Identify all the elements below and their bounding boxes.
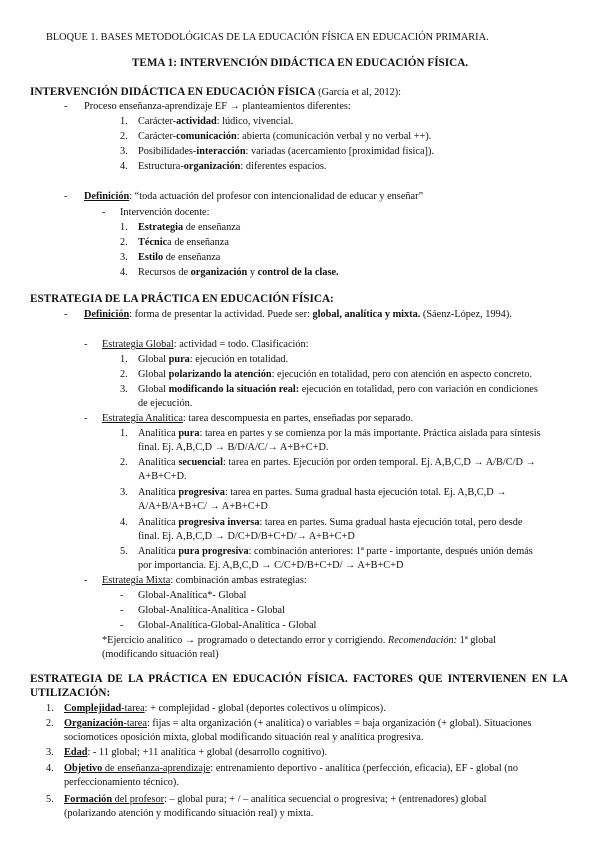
definition-2: Definición: forma de presentar la actividad. Puede ser: global, analítica y mixta. (Sáenz-López, 1994). [84, 309, 512, 320]
analytic-strategy: Estrategia Analítica: tarea descompuesta en partes, enseñadas por separado. [102, 413, 414, 424]
mixed-note-continuation: (modificando situación real) [102, 649, 219, 660]
dash-bullet: - [120, 605, 124, 616]
section-3-heading: ESTRATEGIA DE LA PRÁCTICA EN EDUCACIÓN FÍSICA. FACTORES QUE INTERVIENEN EN LA [30, 673, 568, 685]
list-item-continuation: de ejecución. [138, 398, 193, 409]
list-item: 2. Carácter-comunicación: abierta (comunicación verbal y no verbal ++). [120, 131, 432, 142]
list-item: 4. Analítica progresiva inversa: tarea en partes. Suma gradual hasta ejecución total, pero desde [120, 517, 523, 528]
list-item: 3. Analítica progresiva: tarea en partes. Suma gradual hasta ejecución total. Ej. A,B,C,D → [120, 487, 507, 498]
process-bullet: Proceso enseñanza-aprendizaje EF → planteamientos diferentes: [84, 101, 351, 112]
list-item: 5. Analítica pura progresiva: combinación anteriores: 1ª parte - importante, después unión demás [120, 546, 533, 557]
list-item: Global-Analítica-Global-Analítica - Global [138, 620, 317, 631]
list-item-continuation: final. Ej. A,B,C,D → D/C+D/B+C+D/→ A+B+C+D [138, 531, 355, 542]
list-item-continuation: A/A+B/A+B+C/ → A+B+C+D [138, 501, 268, 512]
section-1-heading: INTERVENCIÓN DIDÁCTICA EN EDUCACIÓN FÍSICA (García et al, 2012): [30, 86, 402, 98]
list-item: 3. Estilo de enseñanza [120, 252, 221, 263]
list-item-continuation: final. Ej. A,B,C,D → B/D/A/C/→ A+B+C+D. [138, 442, 329, 453]
list-item-continuation: A+B+C+D. [138, 471, 187, 482]
dash-bullet: - [84, 413, 88, 424]
list-item: 2. Técnica de enseñanza [120, 237, 229, 248]
list-item: 5. Formación del profesor: – global pura; + / – analítica secuencial o progresiva; + (entrenadores) global [46, 794, 487, 805]
list-item-continuation: perfeccionamiento técnico). [64, 777, 179, 788]
list-item: 3. Global modificando la situación real: ejecución en totalidad, pero con variación en condiciones [120, 384, 538, 395]
definition-1: Definición: “toda actuación del profesor con intencionalidad de educar y enseñar” [84, 191, 424, 202]
list-item: 2. Organización-tarea: fijas = alta organización (+ analítica) o variables = baja organización (+ global). Situaciones [46, 718, 532, 729]
list-item: 1. Estrategia de enseñanza [120, 222, 241, 233]
dash-bullet: - [64, 309, 68, 320]
document-header: BLOQUE 1. BASES METODOLÓGICAS DE LA EDUCACIÓN FÍSICA EN EDUCACIÓN PRIMARIA. [46, 32, 489, 43]
list-item: 3. Posibilidades-interacción: variadas (acercamiento [proximidad física]). [120, 146, 434, 157]
topic-title: TEMA 1: INTERVENCIÓN DIDÁCTICA EN EDUCACIÓN FÍSICA. [131, 57, 469, 69]
list-item-continuation: sociomotices oposición mixta, global modificando situación real y analítica progresiva. [64, 732, 424, 743]
list-item: 1. Analítica pura: tarea en partes y se comienza por la más importante. Práctica aislada para síntesis [120, 428, 541, 439]
list-item: Global-Analítica*- Global [138, 590, 247, 601]
list-item: 4. Recursos de organización y control de la clase. [120, 267, 339, 278]
list-item: 1. Global pura: ejecución en totalidad. [120, 354, 289, 365]
mixed-strategy: Estrategia Mixta: combinación ambas estrategias: [102, 575, 307, 586]
list-item: 4. Objetivo de enseñanza-aprendizaje: entrenamiento deportivo - analítica (perfección, eficacia), EF - global (no [46, 763, 519, 774]
section-3-heading-cont: UTILIZACIÓN: [30, 687, 111, 699]
dash-bullet: - [84, 339, 88, 350]
teaching-intervention: Intervención docente: [120, 207, 210, 218]
dash-bullet: - [102, 207, 106, 218]
list-item-continuation: por importancia. Ej. A,B,C,D → C/C+D/B+C+D/ → A+B+C+D [138, 560, 404, 571]
list-item-continuation: (polarizando atención y modificando situación real) y mixta. [64, 808, 314, 819]
dash-bullet: - [84, 575, 88, 586]
list-item: 1. Complejidad-tarea: + complejidad - global (deportes colectivos u olímpicos). [46, 703, 386, 714]
global-strategy: Estrategia Global: actividad = todo. Clasificación: [102, 339, 309, 350]
dash-bullet: - [64, 191, 68, 202]
section-2-heading: ESTRATEGIA DE LA PRÁCTICA EN EDUCACIÓN FÍSICA: [30, 293, 334, 305]
list-item: 1. Carácter-actividad: lúdico, vivencial. [120, 116, 294, 127]
dash-bullet: - [64, 101, 68, 112]
dash-bullet: - [120, 590, 124, 601]
list-item: 3. Edad: - 11 global; +11 analítica + global (desarrollo cognitivo). [46, 747, 328, 758]
list-item: 2. Analítica secuencial: tarea en partes. Ejecución por orden temporal. Ej. A,B,C,D → A/B/C/D → [120, 457, 536, 468]
list-item: Global-Analítica-Analítica - Global [138, 605, 285, 616]
list-item: 4. Estructura-organización: diferentes espacios. [120, 161, 327, 172]
mixed-note: *Ejercicio analítico → programado o detectando error y corrigiendo. Recomendación: 1ª global [102, 635, 496, 646]
list-item: 2. Global polarizando la atención: ejecución en totalidad, pero con atención en aspecto concreto. [120, 369, 533, 380]
dash-bullet: - [120, 620, 124, 631]
